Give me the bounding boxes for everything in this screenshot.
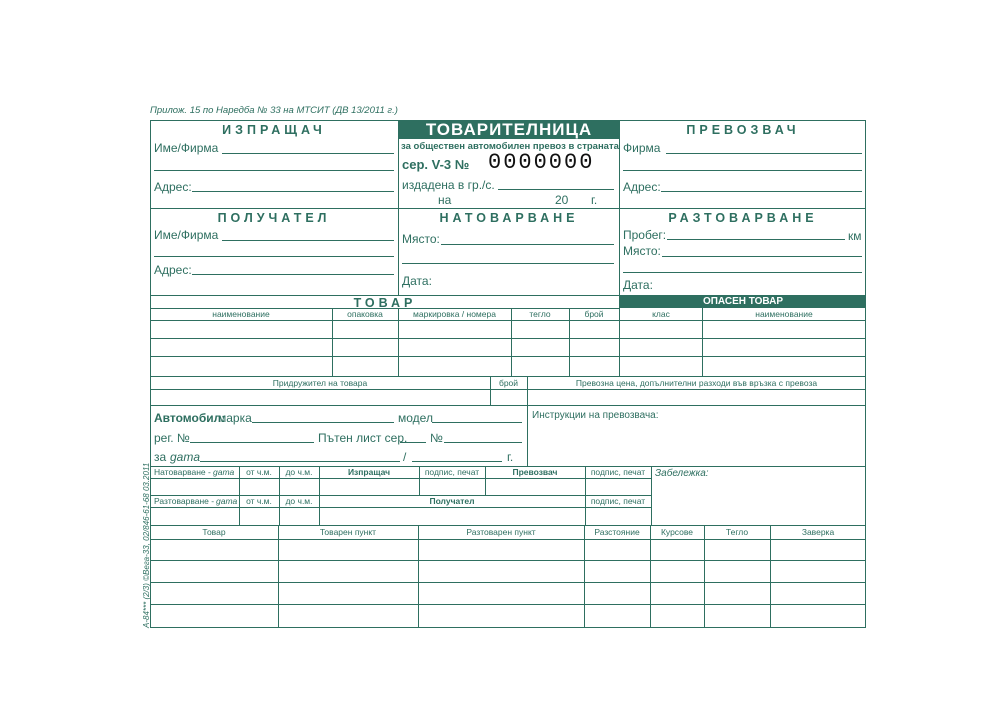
loading-row-label: Натоварване - [154,467,211,477]
sender-address-label: Адрес: [154,180,192,194]
divider [150,582,866,583]
vehicle-model-field[interactable] [432,422,522,423]
bottom-col-certification: Заверка [801,527,835,537]
receiver-title: ПОЛУЧАТЕЛ [217,211,331,225]
carrier-firm-label: Фирма [623,141,661,155]
divider [490,376,491,405]
loading-from-label: от ч.м. [246,467,272,477]
goods-col-packing: опаковка [347,309,383,319]
divider [332,308,333,376]
reg-field[interactable] [190,442,314,443]
unloading-title: РАЗТОВАРВАНЕ [668,211,818,225]
divider [702,308,703,376]
unloading-mileage-field[interactable] [667,239,845,240]
receiver-name-field-2[interactable] [154,256,394,257]
divider [650,525,651,628]
divider [419,466,420,495]
divider [150,376,866,377]
divider [485,466,486,495]
divider [704,525,705,628]
divider [585,466,586,525]
divider [150,507,652,508]
divider [651,466,652,525]
for-label: за [154,450,167,464]
regulation-note: Прилож. 15 по Наредба № 33 на МТСИТ (ДВ 13/2011 г.) [150,105,398,116]
instructions-label: Инструкции на превозвача: [532,410,659,421]
receiver-address-field[interactable] [192,274,394,275]
sender-name-field-2[interactable] [154,170,394,171]
series-label: сер. V-3 № [402,157,470,172]
issued-year-suffix: г. [591,193,598,207]
divider [279,466,280,525]
unloading-place-field-2[interactable] [623,272,862,273]
divider [150,478,652,479]
unloading-mileage-label: Пробег: [623,228,667,242]
sender-address-field[interactable] [192,191,394,192]
accompanying-count-label: брой [498,378,519,388]
for-period-field-2[interactable] [412,461,502,462]
km-label: км [848,229,862,243]
unloading-row-italic: gama [216,496,238,506]
divider [511,308,512,376]
goods-col-weight: тегло [529,309,551,319]
divider [319,466,320,525]
sender-name-field[interactable] [222,153,394,154]
dangerous-col-class: клас [652,309,670,319]
carrier-sign-label: Превозвач [512,467,558,477]
carrier-firm-field[interactable] [666,153,862,154]
loading-place-field-2[interactable] [402,263,614,264]
for-italic-label: gama [170,450,201,464]
receiver-name-field[interactable] [222,240,394,241]
price-label: Превозна цена, допълнителни разходи във връзка с превоза [575,378,818,388]
issued-place-field[interactable] [498,189,614,190]
receiver-sign-label: Получател [429,496,475,506]
goods-title: ТОВАР [353,296,417,310]
divider [150,320,866,321]
divider [398,308,399,376]
for-year-suffix: г. [507,450,514,464]
unloading-date-label: Дата: [623,278,653,292]
goods-col-name: наименование [212,309,270,319]
print-info: A-84*** (2/3) ©Вега-33, 02/846-61-68 03.2011 [142,462,151,628]
divider [527,376,528,466]
divider [150,539,866,540]
divider [150,356,866,357]
sender-sign-label: Изпращач [347,467,391,477]
divider [150,405,866,406]
sender-title: ИЗПРАЩАЧ [222,123,326,137]
carrier-address-label: Адрес: [623,180,661,194]
divider [150,338,866,339]
divider [418,525,419,628]
loading-to-label: до ч.м. [285,467,313,477]
loading-row-italic: gama [213,467,235,477]
divider [584,525,585,628]
bottom-col-unloading-point: Разтоварен пункт [466,527,536,537]
vehicle-brand-field[interactable] [252,422,394,423]
bottom-col-distance: Разстояние [594,527,640,537]
dangerous-col-name: наименование [755,309,813,319]
notes-label: Забележка: [655,468,709,479]
waybill-series-field[interactable] [400,442,426,443]
sender-name-label: Име/Фирма [154,141,219,155]
unloading-to-label: до ч.м. [285,496,313,506]
vehicle-brand-label: марка [218,411,252,425]
carrier-firm-field-2[interactable] [623,170,862,171]
sender-sign-hint: подпис, печат [424,467,480,477]
carrier-title: ПРЕВОЗВАЧ [686,123,800,137]
unloading-row-label: Разтоварване - [154,496,215,506]
issued-year-label: 20 [555,193,569,207]
receiver-address-label: Адрес: [154,263,192,277]
divider [150,604,866,605]
unloading-from-label: от ч.м. [246,496,272,506]
bottom-col-goods: Товар [202,527,226,537]
divider [150,525,866,526]
unloading-place-label: Място: [623,244,661,258]
waybill-no-field[interactable] [444,442,522,443]
waybill-no-label: № [430,431,443,445]
goods-col-marking: маркировка / номера [413,309,496,319]
divider [770,525,771,628]
document-subtitle: за обществен автомобилен превоз в страната [401,141,619,152]
reg-label: рег. № [154,431,190,445]
loading-title: НАТОВАРВАНЕ [439,211,579,225]
waybill-form [150,120,866,628]
vehicle-model-label: модел [398,411,433,425]
divider [278,525,279,628]
for-slash: / [403,450,407,464]
divider [619,295,620,376]
accompanying-docs-label: Придружител на товара [272,378,368,388]
loading-place-label: Място: [402,232,440,246]
vehicle-label: Автомобил: [154,411,226,425]
bottom-col-trips: Курсове [660,527,694,537]
divider [569,308,570,376]
loading-date-label: Дата: [402,274,432,288]
receiver-sign-hint: подпис, печат [590,496,646,506]
divider [239,466,240,525]
carrier-sign-hint: подпис, печат [590,467,646,477]
for-period-field[interactable] [200,461,400,462]
divider [150,208,866,209]
issued-on-label: на [438,193,452,207]
document-title: ТОВАРИТЕЛНИЦА [425,120,593,139]
bottom-col-weight: Тегло [725,527,749,537]
waybill-series-label: Пътен лист сер. [318,431,408,445]
carrier-address-field[interactable] [661,191,862,192]
receiver-name-label: Име/Фирма [154,228,219,242]
dangerous-goods-title: ОПАСЕН ТОВАР [702,296,784,307]
unloading-place-field[interactable] [662,256,862,257]
loading-place-field[interactable] [441,244,614,245]
issued-label: издадена в гр./с. [402,178,495,192]
divider [150,389,866,390]
bottom-col-loading-point: Товарен пункт [319,527,377,537]
divider [150,560,866,561]
goods-col-count: брой [584,309,604,319]
document-number: 0000000 [488,150,595,175]
